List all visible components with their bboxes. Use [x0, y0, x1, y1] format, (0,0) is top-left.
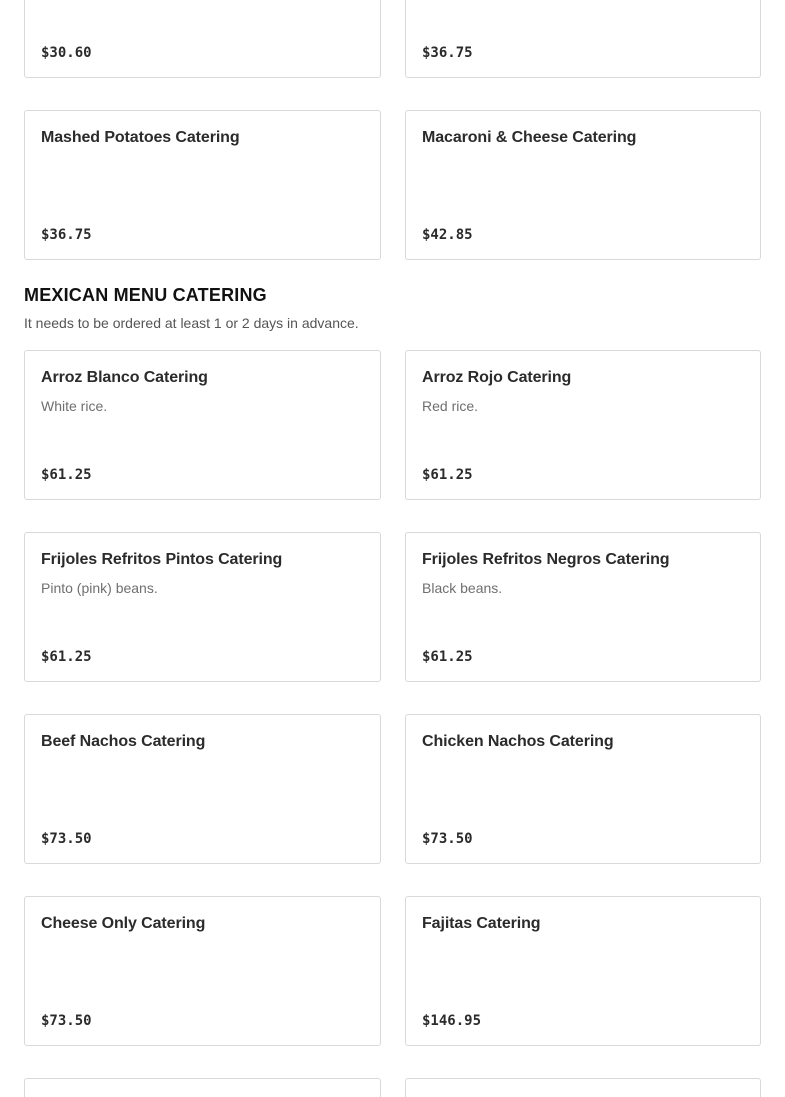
item-title: Frijoles Refritos Negros Catering [422, 551, 670, 568]
item-price: $61.25 [41, 649, 92, 665]
item-title: Frijoles Refritos Pintos Catering [41, 551, 283, 568]
item-price: $73.50 [41, 831, 92, 847]
menu-item-card-fajitas[interactable] [405, 896, 761, 1046]
menu-item-card-mashed-potatoes[interactable] [24, 110, 381, 260]
menu-item-card-arroz-rojo[interactable] [405, 350, 761, 500]
menu-item-card-frijoles-negros[interactable] [405, 532, 761, 682]
item-title: Fajitas Catering [422, 915, 541, 932]
menu-item-card[interactable] [405, 0, 761, 78]
item-description: Black beans. [422, 580, 503, 596]
item-title: Arroz Rojo Catering [422, 369, 572, 386]
menu-item-card-macaroni-cheese[interactable] [405, 110, 761, 260]
item-title: Macaroni & Cheese Catering [422, 129, 637, 146]
item-title: Chicken Nachos Catering [422, 733, 614, 750]
item-price: $30.60 [41, 45, 92, 61]
menu-item-card-arroz-blanco[interactable] [24, 350, 381, 500]
item-description: White rice. [41, 398, 108, 414]
item-price: $73.50 [41, 1013, 92, 1029]
menu-item-card-frijoles-pintos[interactable] [24, 532, 381, 682]
item-title: Mashed Potatoes Catering [41, 129, 240, 146]
menu-item-card[interactable] [405, 1078, 761, 1097]
menu-item-card[interactable] [24, 0, 381, 78]
section-note: It needs to be ordered at least 1 or 2 days in advance. [24, 315, 359, 331]
item-title: Arroz Blanco Catering [41, 369, 208, 386]
item-price: $61.25 [422, 649, 473, 665]
item-price: $42.85 [422, 227, 473, 243]
item-description: Red rice. [422, 398, 479, 414]
menu-item-card-chicken-nachos[interactable] [405, 714, 761, 864]
item-price: $36.75 [422, 45, 473, 61]
menu-item-card-beef-nachos[interactable] [24, 714, 381, 864]
item-title: Cheese Only Catering [41, 915, 206, 932]
item-price: $61.25 [41, 467, 92, 483]
item-price: $73.50 [422, 831, 473, 847]
item-price: $36.75 [41, 227, 92, 243]
menu-item-card[interactable] [24, 1078, 381, 1097]
item-description: Pinto (pink) beans. [41, 580, 158, 596]
section-heading: MEXICAN MENU CATERING [24, 285, 267, 305]
item-price: $146.95 [422, 1013, 482, 1029]
menu-item-card-cheese-only[interactable] [24, 896, 381, 1046]
item-title: Beef Nachos Catering [41, 733, 206, 750]
item-price: $61.25 [422, 467, 473, 483]
